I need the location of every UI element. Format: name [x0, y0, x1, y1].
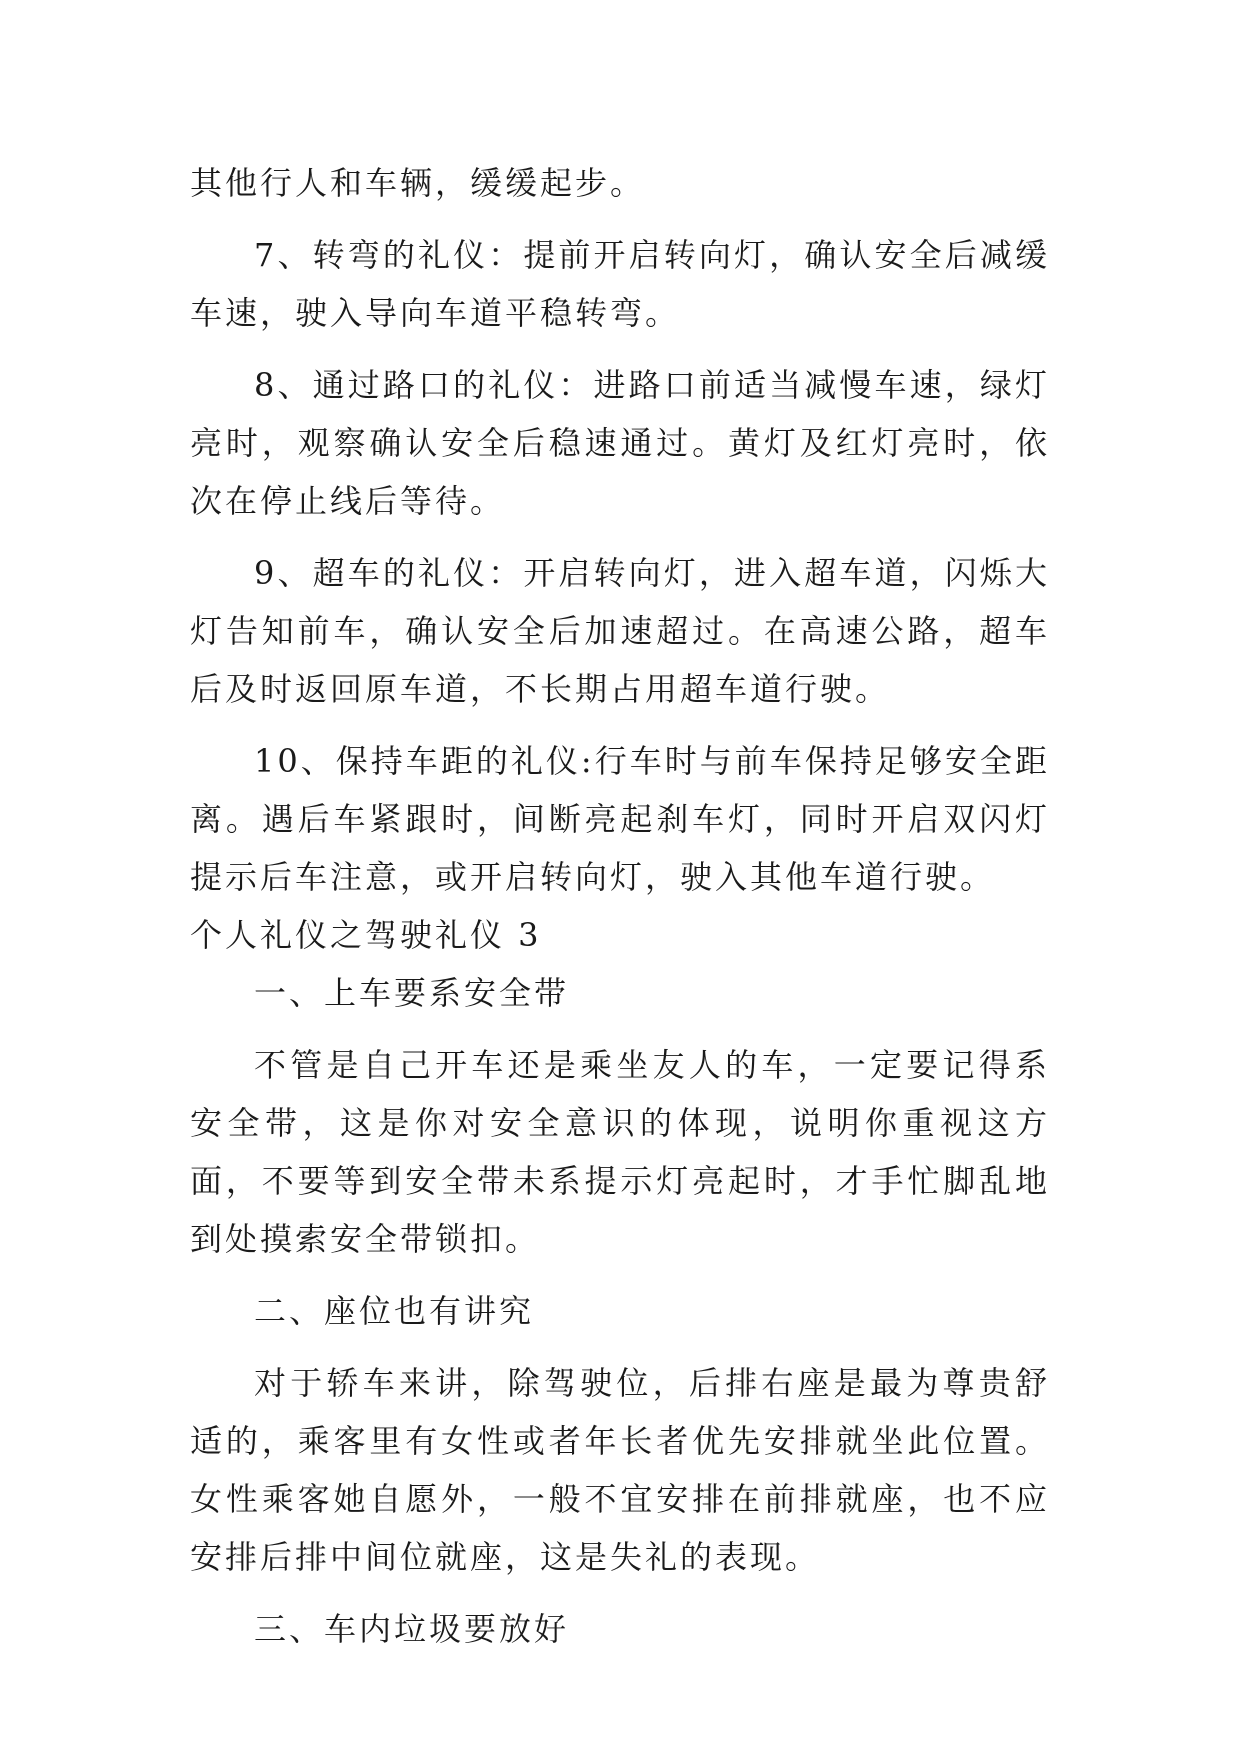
paragraph-intersection-etiquette: 8、通过路口的礼仪：进路口前适当减慢车速，绿灯亮时，观察确认安全后稳速通过。黄灯及红灯亮时，依次在停止线后等待。: [190, 366, 1050, 520]
paragraph-seating: 对于轿车来讲，除驾驶位，后排右座是最为尊贵舒适的，乘客里有女性或者年长者优先安排就坐此位置。女性乘客她自愿外，一般不宜安排在前排就座，也不应安排后排中间位就座，这是失礼的表现。: [190, 1364, 1050, 1576]
paragraph-turning-etiquette: 7、转弯的礼仪：提前开启转向灯，确认安全后减缓车速，驶入导向车道平稳转弯。: [190, 236, 1050, 332]
paragraph-following-distance-etiquette: 10、保持车距的礼仪:行车时与前车保持足够安全距离。遇后车紧跟时，间断亮起刹车灯，同时开启双闪灯提示后车注意，或开启转向灯，驶入其他车道行驶。: [190, 742, 1050, 896]
document-body: [190, 154, 1050, 1658]
subheading-trash: 三、车内垃圾要放好: [254, 1610, 570, 1648]
subheading-seatbelt: 一、上车要系安全带: [254, 974, 570, 1012]
subheading-seating: 二、座位也有讲究: [254, 1292, 535, 1330]
paragraph-continuation: 其他行人和车辆，缓缓起步。: [190, 164, 646, 202]
paragraph-seatbelt: 不管是自己开车还是乘坐友人的车，一定要记得系安全带，这是你对安全意识的体现，说明你重视这方面，不要等到安全带未系提示灯亮起时，才手忙脚乱地到处摸索安全带锁扣。: [190, 1046, 1050, 1258]
paragraph-overtaking-etiquette: 9、超车的礼仪：开启转向灯，进入超车道，闪烁大灯告知前车，确认安全后加速超过。在高速公路，超车后及时返回原车道，不长期占用超车道行驶。: [190, 554, 1050, 708]
section-heading: 个人礼仪之驾驶礼仪 3: [190, 916, 542, 954]
